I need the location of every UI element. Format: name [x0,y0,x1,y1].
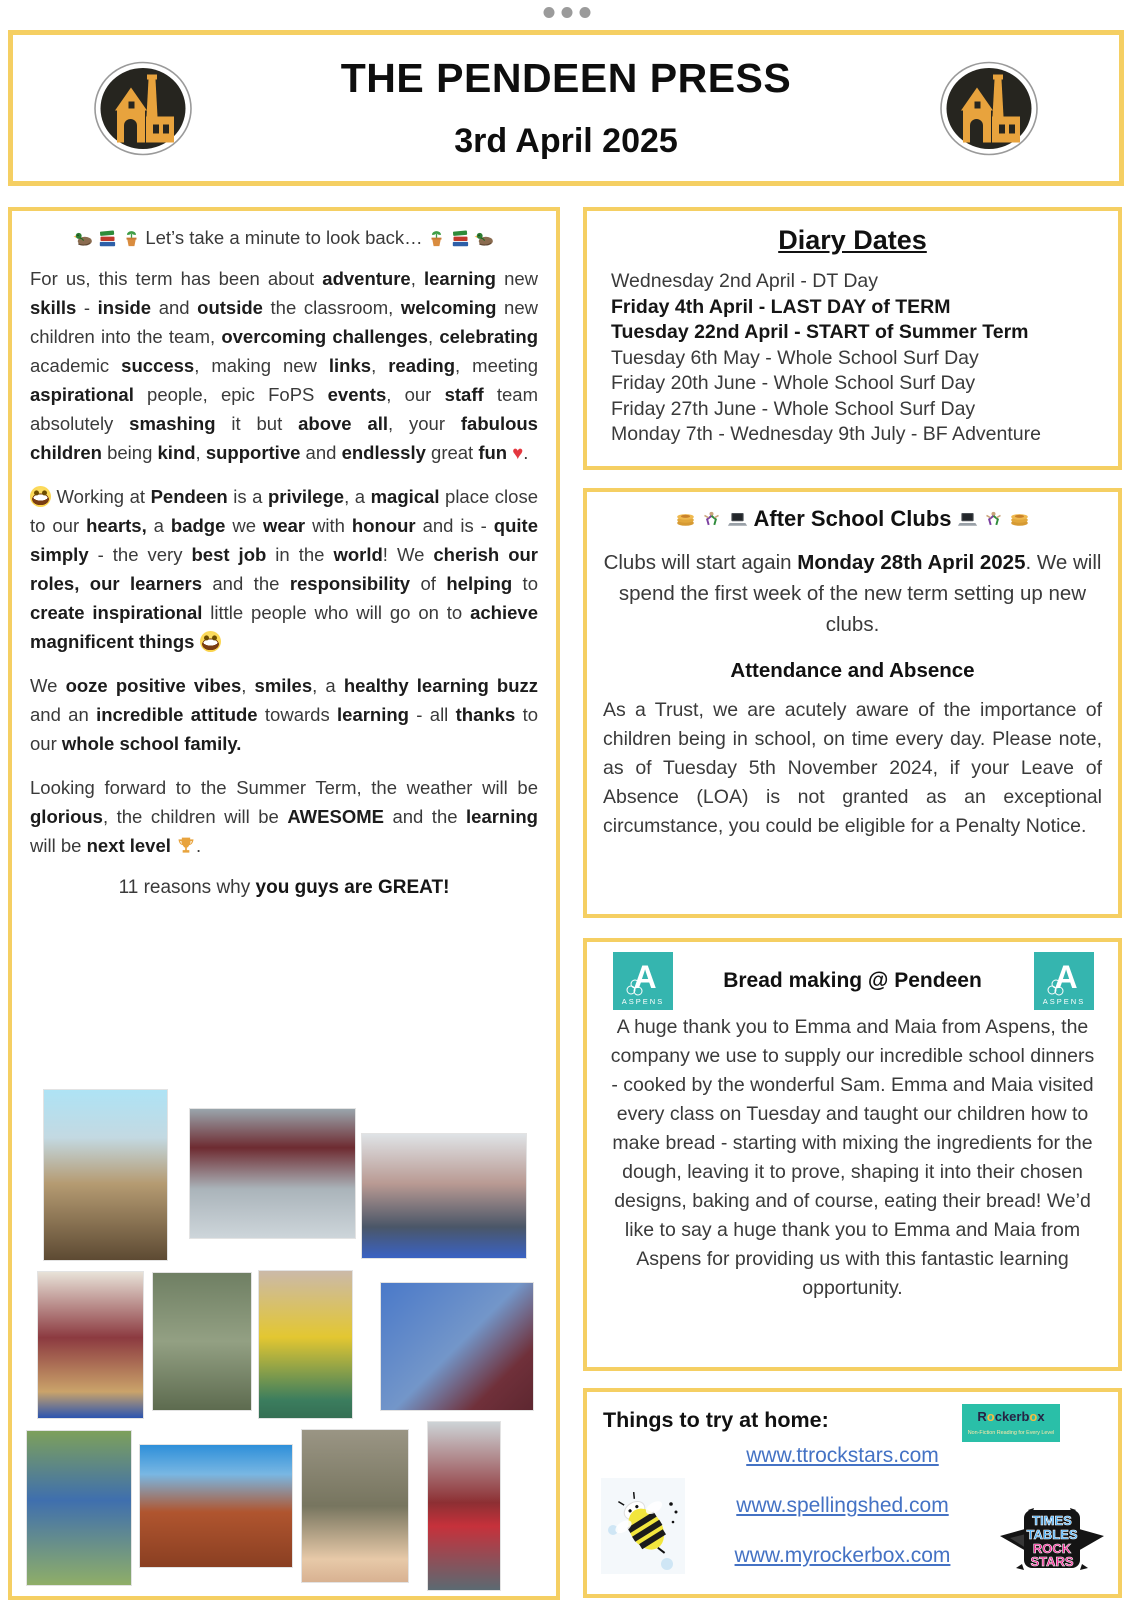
link-ttrockstars[interactable]: www.ttrockstars.com [746,1444,939,1467]
masthead [8,30,1124,186]
diary-entry: Friday 4th April - LAST DAY of TERM [611,295,951,318]
rockerbox-logo [962,1404,1060,1442]
home-title: Things to try at home: [603,1408,829,1432]
svg-text:A: A [633,959,657,995]
diary-entry: Tuesday 6th May - Whole School Surf Day [611,346,979,369]
dot-icon [579,7,590,18]
duck-icon [73,228,94,249]
laptop-icon [957,509,978,530]
photo-collage [24,1069,550,1597]
books-icon [97,228,118,249]
reasons-heading: 11 reasons why you guys are GREAT! [118,877,450,898]
dot-icon [561,7,572,18]
svg-text:Non-Fiction Reading for Every: Non-Fiction Reading for Every Level [967,1430,1055,1436]
paragraph-positive-vibes: We ooze positive vibes, smiles, a healthy learning buzz and an incredible attitude towards learning - all thanks to our whole school family. [30,675,539,754]
clubs-body: Clubs will start again Monday 28th April 2025. We will spend the first week of the new term setting up new clubs. [603,551,1102,636]
svg-text:ASPENS: ASPENS [1042,997,1086,1006]
photo [139,1444,293,1568]
pancakes-icon [675,509,696,530]
svg-text:ROCK: ROCK [1032,1541,1072,1556]
svg-text:ASPENS: ASPENS [621,997,665,1006]
home-links [697,1444,988,1568]
photo [380,1282,534,1411]
attendance-title: Attendance and Absence [730,659,975,682]
svg-text:Rockerbox: Rockerbox [977,1409,1045,1424]
photo [37,1271,144,1419]
photo [26,1430,132,1586]
photo [152,1272,252,1411]
pendeen-school-logo [939,60,1039,157]
cartwheel-icon [983,509,1004,530]
bread-title: Bread making @ Pendeen [723,969,982,992]
clubs-title-text: After School Clubs [753,506,952,531]
pendeen-school-logo [93,60,193,157]
newsletter-title: THE PENDEEN PRESS [340,55,792,101]
books-icon [450,228,471,249]
aspens-logo [613,952,673,1010]
diary-entry: Monday 7th - Wednesday 9th July - BF Adventure [611,423,1041,445]
paragraph-working-at-pendeen: Working at Pendeen is a privilege, a magical place close to our hearts, a badge we wear with honour and is - quite simply - the very best job in the world! We cherish our roles, our learners and the responsibility of helping to create inspirational little people who will go on to achieve magnificent things [30,486,539,652]
photo [427,1421,501,1591]
dot-icon [543,7,554,18]
spelling-bee-icon [601,1478,685,1574]
paragraph-summer-term: Looking forward to the Summer Term, the weather will be glorious, the children will be AWESOME and the learning will be next level . [30,777,538,856]
link-myrockerbox[interactable]: www.myrockerbox.com [734,1544,951,1567]
svg-text:TABLES: TABLES [1026,1527,1078,1542]
svg-text:STARS: STARS [1030,1554,1074,1569]
diary-dates-title: Diary Dates [778,225,927,255]
photo [301,1429,409,1583]
photo [258,1270,353,1419]
clubs-title [603,506,1102,532]
look-back-article [8,207,560,1600]
potted-plant-icon [426,228,447,249]
photo [189,1108,356,1239]
times-tables-rock-stars-logo [998,1508,1106,1570]
diary-entry: Wednesday 2nd April - DT Day [611,270,878,292]
diary-entry: Tuesday 22nd April - START of Summer Term [611,321,1029,343]
diary-entry: Friday 20th June - Whole School Surf Day [611,372,976,394]
diary-entry: Friday 27th June - Whole School Surf Day [611,397,976,420]
attendance-body: As a Trust, we are acutely aware of the importance of children being in school, on time every day. Please note, as of Tuesday 5th November 2024, if your Leave of Absence (LOA) is not granted as an exceptional circumstance, you could be eligible for a Penalty Notice. [603,699,1102,837]
paragraph-term-review: For us, this term has been about adventure, learning new skills - inside and outside the classroom, welcoming new children into the team, overcoming challenges, celebrating academic success, making new links, reading, meeting aspirational people, epic FoPS events, our staff team absolutely smashing it but above all, your fabulous children being kind, supportive and endlessly great fun ♥. [30,268,539,463]
link-spellingshed[interactable]: www.spellingshed.com [736,1494,949,1517]
svg-text:TIMES: TIMES [1032,1513,1072,1528]
after-school-clubs-panel [583,488,1122,918]
duck-icon [474,228,495,249]
cartwheel-icon [701,509,722,530]
svg-text:A: A [1054,959,1078,995]
potted-plant-icon [121,228,142,249]
aspens-logo [1034,952,1094,1010]
laptop-icon [727,509,748,530]
window-dots [543,7,590,18]
newsletter-date: 3rd April 2025 [454,122,678,160]
diary-dates-panel [583,207,1122,470]
intro-heading-text: Let’s take a minute to look back… [145,227,423,248]
pancakes-icon [1009,509,1030,530]
things-at-home-panel [583,1388,1122,1598]
intro-heading [30,227,538,249]
bread-making-panel [583,938,1122,1371]
photo [43,1089,168,1261]
photo [361,1133,527,1259]
bread-body: A huge thank you to Emma and Maia from Aspens, the company we use to supply our incredible school dinners - cooked by the wonderful Sam. Emma and Maia visited every class on Tuesday and taught our children how to make bread - starting with mixing the ingredients for the dough, leaving it to prove, shaping it into their chosen designs, baking and of course, eating their bread! We’d like to say a huge thank you to Emma and Maia from Aspens for providing us with this fantastic learning opportunity. [610,1016,1095,1299]
